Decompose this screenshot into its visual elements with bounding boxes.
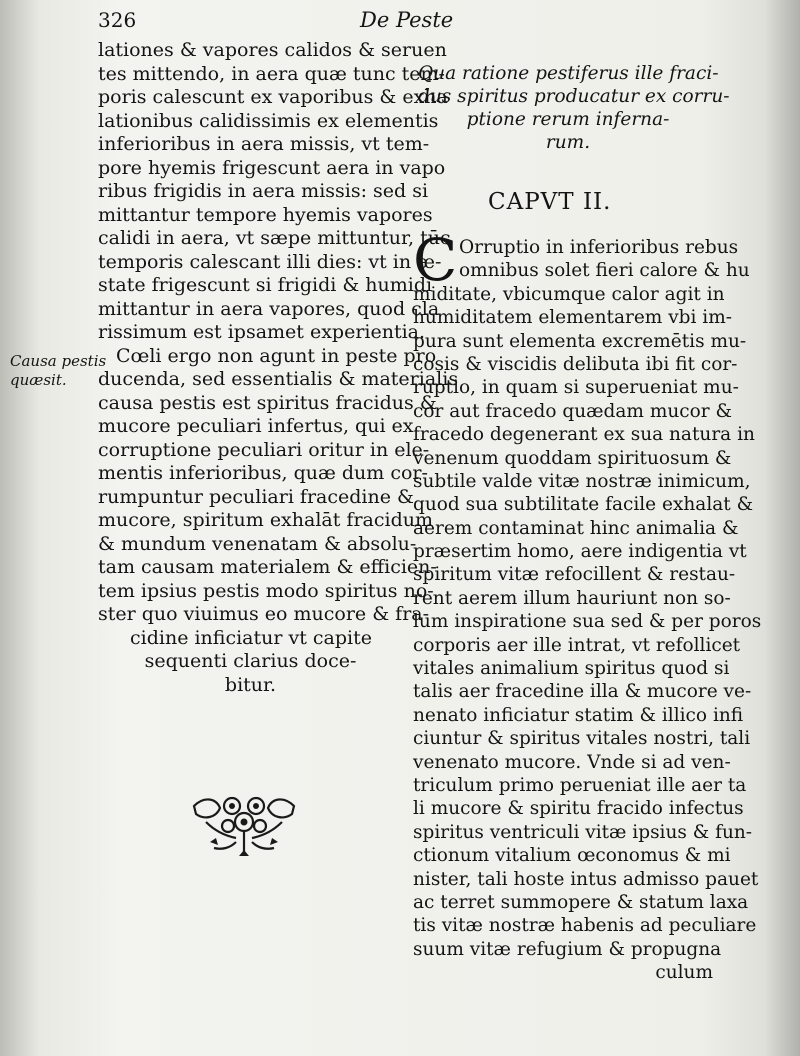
- marginal-note-line: Causa pestis: [10, 352, 107, 370]
- text-line: nister, tali hoste intus admisso pauet: [413, 868, 759, 890]
- text-line: pura sunt elementa excremētis mu-: [413, 330, 747, 352]
- running-head: [98, 8, 738, 38]
- text-line: rissimum est ipsamet experientia.: [98, 321, 426, 343]
- text-line: ribus frigidis in aera missis: sed si: [98, 180, 429, 202]
- text-line: ctionum vitalium œconomus & mi: [413, 845, 731, 867]
- text-line: quod sua subtilitate facile exhalat &: [413, 494, 754, 516]
- text-line: poris calescunt ex vaporibus & exha: [98, 86, 448, 108]
- text-line: ruptio, in quam si superueniat mu-: [413, 377, 739, 399]
- text-line: ducenda, sed essentialis & materialis: [98, 368, 459, 390]
- left-column: [98, 39, 459, 697]
- text-line: tis vitæ nostræ habenis ad peculiare: [413, 915, 757, 937]
- text-line: corruptione peculiari oritur in ele-: [98, 438, 430, 461]
- text-line: mentis inferioribus, quæ dum cor-: [98, 462, 428, 484]
- text-line: venenum quoddam spirituosum &: [413, 447, 732, 469]
- running-title: De Peste: [360, 8, 454, 32]
- page-edge-shadow: [764, 0, 800, 1056]
- marginal-note-line: quæsit.: [10, 371, 67, 389]
- text-line: inferioribus in aera missis, vt tem-: [98, 133, 430, 155]
- text-line: causa pestis est spiritus fracidus &: [98, 391, 437, 414]
- marginal-note: [10, 352, 106, 390]
- text-line: lationes & vapores calidos & seruen: [98, 39, 447, 61]
- text-line: omnibus solet fieri calore & hu: [459, 260, 750, 282]
- section-heading: [418, 62, 730, 154]
- text-line: suum vitæ refugium & propugna: [413, 938, 722, 960]
- section-heading-line: dus spiritus producatur ex corru-: [418, 86, 730, 107]
- text-line: ster quo viuimus eo mucore & fra-: [98, 603, 430, 625]
- text-line: spiritus ventriculi vitæ ipsius & fun-: [413, 821, 753, 843]
- text-line: corporis aer ille intrat, vt refollicet: [413, 634, 741, 656]
- text-line: temporis calescant illi dies: vt in æ-: [98, 250, 442, 273]
- text-line: culum: [655, 962, 713, 984]
- text-line: vitales animalium spiritus quod si: [413, 658, 730, 680]
- page-number: 326: [98, 8, 137, 32]
- text-line: aerem contaminat hinc animalia &: [413, 517, 739, 539]
- section-heading-line: rum.: [545, 132, 591, 153]
- text-line: tam causam materialem & efficien-: [98, 556, 437, 578]
- text-line: lum inspiratione sua sed & per poros: [413, 611, 762, 633]
- drop-cap: C: [413, 226, 458, 294]
- text-line: Cœli ergo non agunt in peste pro: [116, 344, 437, 367]
- chapter-heading: CAPVT II.: [488, 189, 612, 215]
- text-line: li mucore & spiritu fracido infectus: [413, 798, 744, 820]
- floral-ornament-icon: [186, 792, 302, 858]
- text-line: state frigescunt si frigidi & humidi: [98, 274, 433, 296]
- text-line: bitur.: [224, 673, 277, 696]
- text-line: fracedo degenerant ex sua natura in: [413, 424, 755, 446]
- text-line: venenato mucore. Vnde si ad ven-: [413, 751, 731, 773]
- section-heading-line: Qua ratione pestiferus ille fraci-: [418, 63, 719, 84]
- text-line: cosis & viscidis delibuta ibi fit cor-: [413, 353, 738, 375]
- text-line: ciuntur & spiritus vitales nostri, tali: [413, 728, 751, 750]
- text-line: tem ipsius pestis modo spiritus no-: [98, 579, 434, 602]
- text-line: calidi in aera, vt sæpe mittuntur, tūc: [98, 227, 451, 249]
- text-line: rent aerem illum hauriunt non so-: [413, 587, 731, 609]
- text-line: mucore peculiari infertus, qui ex: [98, 415, 414, 437]
- section-heading-line: ptione rerum inferna-: [466, 109, 670, 130]
- text-line: talis aer fracedine illa & mucore ve-: [413, 681, 752, 703]
- text-line: spiritum vitæ refocillent & restau-: [413, 564, 736, 586]
- text-line: præsertim homo, aere indigentia vt: [413, 541, 747, 563]
- text-line: tes mittendo, in aera quæ tunc tem-: [98, 62, 445, 85]
- text-line: humiditatem elementarem vbi im-: [413, 307, 733, 329]
- text-line: & mundum venenatam & absolu-: [98, 532, 417, 555]
- text-line: triculum primo perueniat ille aer ta: [413, 774, 747, 796]
- text-line: cidine inficiatur vt capite: [130, 626, 372, 649]
- text-line: sequenti clarius doce-: [144, 650, 357, 672]
- text-line: mucore, spiritum exhalāt fracidum: [98, 509, 433, 531]
- right-column: [413, 226, 762, 985]
- text-line: ac terret summopere & statum laxa: [413, 891, 749, 913]
- text-line: subtile valde vitæ nostræ inimicum,: [413, 470, 751, 492]
- text-line: nenato inficiatur statim & illico infi: [413, 704, 744, 726]
- text-line: pore hyemis frigescunt aera in vapo: [98, 156, 446, 179]
- text-line: miditate, vbicumque calor agit in: [413, 283, 725, 305]
- text-line: mittantur in aera vapores, quod cla: [98, 297, 440, 320]
- text-line: Orruptio in inferioribus rebus: [459, 237, 739, 258]
- text-line: lationibus calidissimis ex elementis: [98, 109, 439, 132]
- text-line: mittantur tempore hyemis vapores: [98, 203, 433, 226]
- text-line: rumpuntur peculiari fracedine &: [98, 485, 414, 508]
- text-line: cor aut fracedo quædam mucor &: [413, 400, 732, 422]
